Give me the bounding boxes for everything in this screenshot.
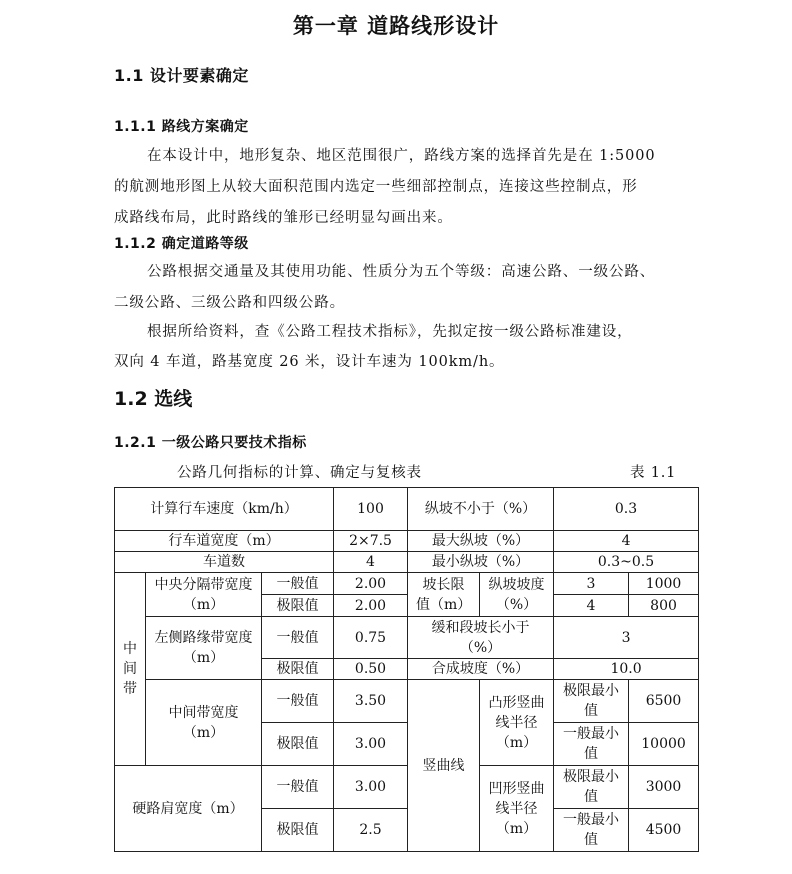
paragraph-line: 的航测地形图上从较大面积范围内选定一些细部控制点，连接这些控制点，形 [114,179,638,195]
table-cell: 一般值 [262,766,334,809]
table-cell: 行车道宽度（m） [115,531,334,552]
table-cell: 100 [334,488,408,531]
table-cell: 3.00 [334,766,408,809]
table-cell: 缓和段坡长小于（%） [408,617,554,659]
paragraph-line: 双向 4 车道，路基宽度 26 米，设计车速为 100km/h。 [114,354,505,370]
paragraph-line: 二级公路、三级公路和四级公路。 [114,295,345,311]
table-cell: 凹形竖曲线半径（m） [480,766,554,852]
table-cell: 10000 [629,723,699,766]
section-heading-1-2: 1.2 选线 [114,388,193,410]
table-cell: 0.3 [554,488,699,531]
table-cell: 0.75 [334,617,408,659]
table-cell: 2.5 [334,809,408,852]
chapter-title: 第一章 道路线形设计 [292,14,500,38]
table-cell: 一般最小值 [554,723,629,766]
table-cell: 左侧路缘带宽度（m） [146,617,262,680]
section-heading-1-1-2: 1.1.2 确定道路等级 [114,236,249,252]
table-cell: 极限值 [262,659,334,680]
table-cell: 极限值 [262,723,334,766]
table-cell: 2.00 [334,595,408,617]
table-cell: 4 [554,531,699,552]
table-cell: 3.50 [334,680,408,723]
table-cell: 坡长限值（m） [408,573,480,617]
table-cell: 一般值 [262,617,334,659]
table-caption: 公路几何指标的计算、确定与复核表 [177,465,422,481]
section-heading-1-2-1: 1.2.1 一级公路只要技术指标 [114,435,307,451]
paragraph-line: 在本设计中，地形复杂、地区范围很广，路线方案的选择首先是在 1:5000 [147,148,656,164]
table-cell: 0.3~0.5 [554,552,699,573]
section-heading-1-1-1: 1.1.1 路线方案确定 [114,119,249,135]
table-cell: 极限值 [262,595,334,617]
table-cell: 1000 [629,573,699,595]
table-cell: 中央分隔带宽度（m） [146,573,262,617]
table-number: 表 1.1 [630,465,677,481]
table-cell: 极限最小值 [554,680,629,723]
section-heading-1-1: 1.1 设计要素确定 [114,66,249,85]
table-cell: 4 [554,595,629,617]
table-cell: 计算行车速度（km/h） [115,488,334,531]
table-cell: 3000 [629,766,699,809]
table-cell: 10.0 [554,659,699,680]
table-cell: 0.50 [334,659,408,680]
geometric-indicators-table [114,487,699,852]
table-cell: 800 [629,595,699,617]
table-cell: 硬路肩宽度（m） [115,766,262,852]
table-cell: 3.00 [334,723,408,766]
paragraph-line: 公路根据交通量及其使用功能、性质分为五个等级：高速公路、一级公路、 [147,264,656,280]
table-cell: 凸形竖曲线半径（m） [480,680,554,766]
table-cell: 极限最小值 [554,766,629,809]
table-cell: 3 [554,573,629,595]
table-cell: 竖曲线 [408,680,480,852]
paragraph-line: 根据所给资料，查《公路工程技术指标》，先拟定按一级公路标准建设， [147,324,633,340]
table-cell: 4500 [629,809,699,852]
table-cell-median: 中间带 [115,573,146,766]
table-cell: 最大纵坡（%） [408,531,554,552]
table-cell: 极限值 [262,809,334,852]
table-cell: 一般值 [262,573,334,595]
table-cell: 纵坡坡度（%） [480,573,554,617]
paragraph-line: 成路线布局，此时路线的雏形已经明显勾画出来。 [114,210,453,226]
table-cell: 4 [334,552,408,573]
table-cell: 纵坡不小于（%） [408,488,554,531]
table-cell: 一般最小值 [554,809,629,852]
table-cell: 中间带宽度（m） [146,680,262,766]
table-cell: 车道数 [115,552,334,573]
table-cell: 2×7.5 [334,531,408,552]
table-cell: 最小纵坡（%） [408,552,554,573]
table-cell: 一般值 [262,680,334,723]
table-cell: 6500 [629,680,699,723]
table-cell: 合成坡度（%） [408,659,554,680]
table-cell: 2.00 [334,573,408,595]
table-cell: 3 [554,617,699,659]
